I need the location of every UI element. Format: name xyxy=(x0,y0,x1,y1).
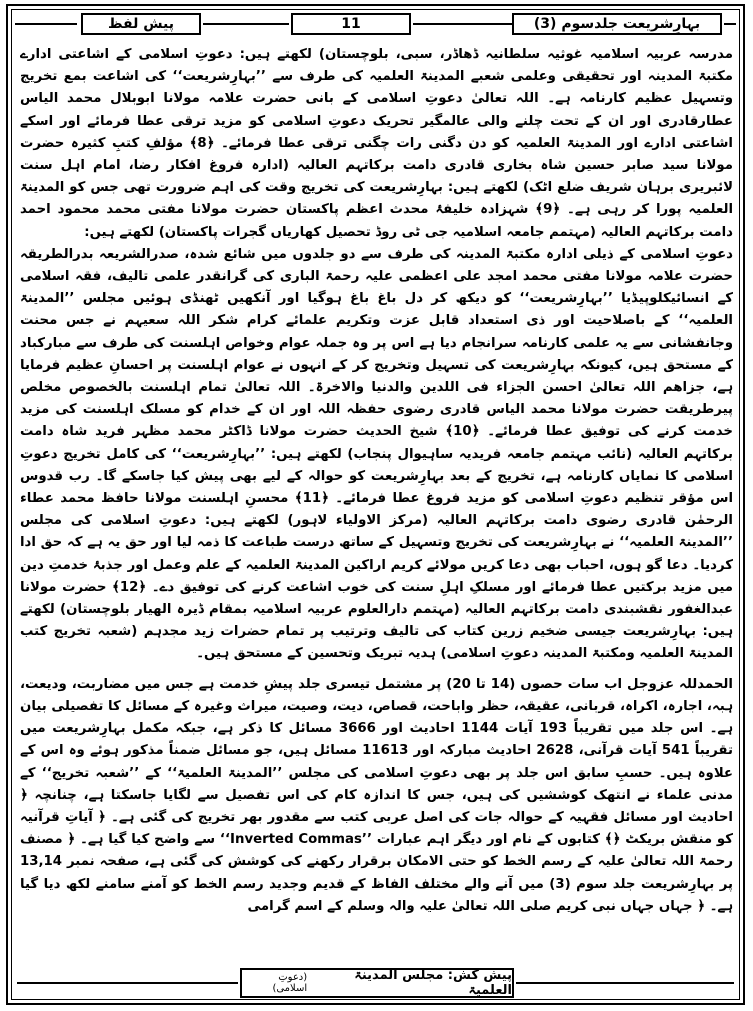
header-rule-left xyxy=(15,23,77,25)
publisher-label: پیش کش: مجلس المدینۃ العلمیۃ xyxy=(354,968,512,998)
header-rule-right xyxy=(724,23,736,25)
paragraph-3: الحمدللہ عزوجل اب سات حصوں (14 تا 20) پر مشتمل تیسری جلد پیشِ خدمت ہے جس میں مضاربت، ودیعت، ہبہ، اجارہ، اکراہ، قربانی، عقیقہ، حظر واباحت، قصاص، دیت، وصیت، میراث وغیرہ کے مسائل کا تفصیلی بیان ہے۔ اس جلد میں تقریباً 193 آیات 1144 احادیث اور 3666 مسائل کا ذکر ہے، جبکہ مکمل بہارِشریعت میں تقریباً 541 آیات قرآنی، 2628 احادیث مبارکہ اور 11613 مسائل ہیں، جو مسائل ضمناً مذکور ہوئے وہ اس کے علاوہ ہیں۔ حسبِ سابق اس جلد پر بھی دعوتِ اسلامی کی مجلس ’’المدینۃ العلمیۃ‘‘ کے ’’شعبہ تخریج‘‘ کے مدنی علماء نے انتھک کوششیں کی ہیں، جس کا اندازہ کام کی اس تفصیل سے لگایا جاسکتا ہے، چنانچہ ﴿ احادیث اور مسائل فقہیہ کے حوالہ جات کی اصل عربی کتب سے مقدور بھر تخریج کی گئی ہے۔ ﴿ آیاتِ قرآنیہ کو منقش بریکٹ ﴿﴾ کتابوں کے نام اور دیگر اہم عبارات ’’Inverted Commas‘‘ سے واضح کیا گیا ہے۔ ﴿ مصنف رحمۃ اللہ تعالیٰ علیہ کے رسم الخط کو حتی الامکان برقرار رکھنے کی کوشش کی گئی ہے، صفحہ نمبر 13,14 پر بہارِشریعت جلد سوم (3) میں آنے والے مختلف الفاظ کے قدیم وجدید رسم الخط کو آمنے سامنے لکھ دیا گیا ہے۔ ﴿ جہاں جہاں نبی کریم صلی اللہ تعالیٰ علیہ والہ وسلم کے اسم گرامی xyxy=(20,676,733,914)
main-text xyxy=(20,44,733,962)
book-title: بہارِشریعت جلدسوم (3) xyxy=(512,13,722,35)
header-rule-mid-right xyxy=(413,23,521,25)
footer-rule-right xyxy=(516,982,734,984)
section-title: پیش لفظ xyxy=(81,13,201,35)
paragraph-2: دعوتِ اسلامی کے ذیلی ادارہ مکتبۃ المدینہ کی طرف سے دو جلدوں میں شائع شدہ، صدرالشریعہ بدرالطریقہ حضرت علامہ مولانا مفتی محمد امجد علی اعظمی علیہ رحمۃ الباری کی گرانقدر علمی تالیف، فقہ اسلامی کے انسائیکلوپیڈیا ’’بہارِشریعت‘‘ کو دیکھ کر دل باغ باغ ہوگیا اور آنکھیں ٹھنڈی ہوئیں مجلس ’’المدینۃ العلمیہ‘‘ کے باصلاحیت اور ذی استعداد قابل عزت وتکریم علمائے کرام شکر اللہ سعیہم نے جس محنت وجانفشانی سے یہ علمی کارنامہ سرانجام دیا ہے اس پر وہ جملہ عوام وخواص اہلسنت کی طرف سے مبارکباد کے مستحق ہیں، کیونکہ بہارِشریعت کی تسہیل وتخریج کر کے انہوں نے عوام اہلسنت پر احسانِ عظیم فرمایا ہے، جزاھم اللہ تعالیٰ احسن الجزاء فی اللدین والدنیا والاخرۃ۔ اللہ تعالیٰ تمام اہلسنت بالخصوص مخلص پیرطریقت حضرت مولانا محمد الیاس قادری رضوی حفظہ اللہ اور ان کے خدام کو مسلک اہلسنت کی مزید خدمت کرنے کی توفیق عطا فرمائے۔ ﴿10﴾ شیخ الحدیث حضرت مولانا ڈاکٹر محمد مظہر فرید شاہ دامت برکاتہم العالیہ (نائب مہتمم جامعہ فریدیہ ساہیوال پنجاب) لکھتے ہیں: ’’بہارِشریعت‘‘ کی کامل تخریج دعوتِ اسلامی کا نمایاں کارنامہ ہے، تخریج کے بعد بہارِشریعت کو حوالہ کے لیے بھی پیش کیا جاسکے گا۔ رب قدوس اس مؤقر تنظیم دعوتِ اسلامی کو مزید فروغ عطا فرمائے۔ ﴿11﴾ محسنِ اہلسنت مولانا حافظ محمد عطاء الرحمٰن قادری رضوی دامت برکاتہم العالیہ (مرکز الاولیاء لاہور) لکھتے ہیں: دعوتِ اسلامی کی مجلس ’’المدینۃ العلمیہ‘‘ نے بہارِشریعت کی تخریج وتسہیل کے ساتھ درست طباعت کا ذمہ لیا اور حق یہ ہے کہ حق ادا کردیا۔ دعا گو ہوں، احباب بھی دعا کریں مولائے کریم اراکین المدینۃ العلمیہ کے علم وعمل اور جذبۂ خدمتِ دین میں مزید برکتیں عطا فرمائے اور مسلکِ اہلِ سنت کی خوب اشاعت کرنے کی توفیق دے۔ ﴿12﴾ حضرت مولانا عبدالغفور نقشبندی دامت برکاتہم العالیہ (مہتمم دارالعلوم عربیہ اسلامیہ بمقام ڈیرہ الھیار بلوچستان) لکھتے ہیں: بہارِشریعت جیسی ضخیم زرین کتاب کی تالیف وترتیب پر تمام حضرات زید مجدہم (شعبہ تخریج کتب المدینۃ العلمیہ ومکتبۃ المدینہ دعوتِ اسلامی) ہدیہ تبریک وتحسین کے مستحق ہیں۔ xyxy=(20,246,733,662)
publisher-footer xyxy=(240,968,514,998)
publisher-sub: (دعوتِ اسلامی) xyxy=(272,972,308,994)
paragraph-1: مدرسہ عربیہ اسلامیہ غوثیہ سلطانیہ ڈھاڈر، سبی، بلوچستان) لکھتے ہیں: دعوتِ اسلامی کے اشاعتی ادارے مکتبۃ المدینہ اور تحقیقی وعلمی شعبے المدینۃ العلمیہ کی طرف سے ’’بہارِشریعت‘‘ کی اشاعت بمع تخریج وتسہیل عظیم کارنامہ ہے۔ اللہ تعالیٰ دعوتِ اسلامی کے بانی حضرت علامہ مولانا ابوبلال محمد الیاس عطارقادری اور ان کے تحت چلنے والی عالمگیر تحریک دعوتِ اسلامی کو مزید ترقی عطا فرمائے اور اسکے اشاعتی ادارے اور المدینۃ العلمیہ کو دن دگنی رات چگنی ترقی عطا فرمائے۔ ﴿8﴾ مؤلفِ کتبِ کثیرہ حضرت مولانا سید صابر حسین شاہ بخاری قادری دامت برکاتہم العالیہ (ادارہ فروغ افکار رضا، امام اہل سنت لائبریری برہان شریف ضلع اٹک) لکھتے ہیں: بہارِشریعت کی تخریج وقت کی اہم ضرورت تھی جس کو المدینۃ العلمیہ پورا کر رہی ہے۔ ﴿9﴾ شہزادہ خلیفۂ محدث اعظم پاکستان حضرت مولانا مفتی محمد محمود احمد دامت برکاتہم العالیہ (مہتمم جامعہ اسلامیہ جی ٹی روڈ تحصیل کھاریاں گجرات پاکستان) لکھتے ہیں: xyxy=(20,47,733,240)
header-rule-mid-left xyxy=(203,23,289,25)
footer-rule-left xyxy=(17,982,238,984)
page-number: 11 xyxy=(291,13,411,35)
page-header xyxy=(11,9,740,39)
